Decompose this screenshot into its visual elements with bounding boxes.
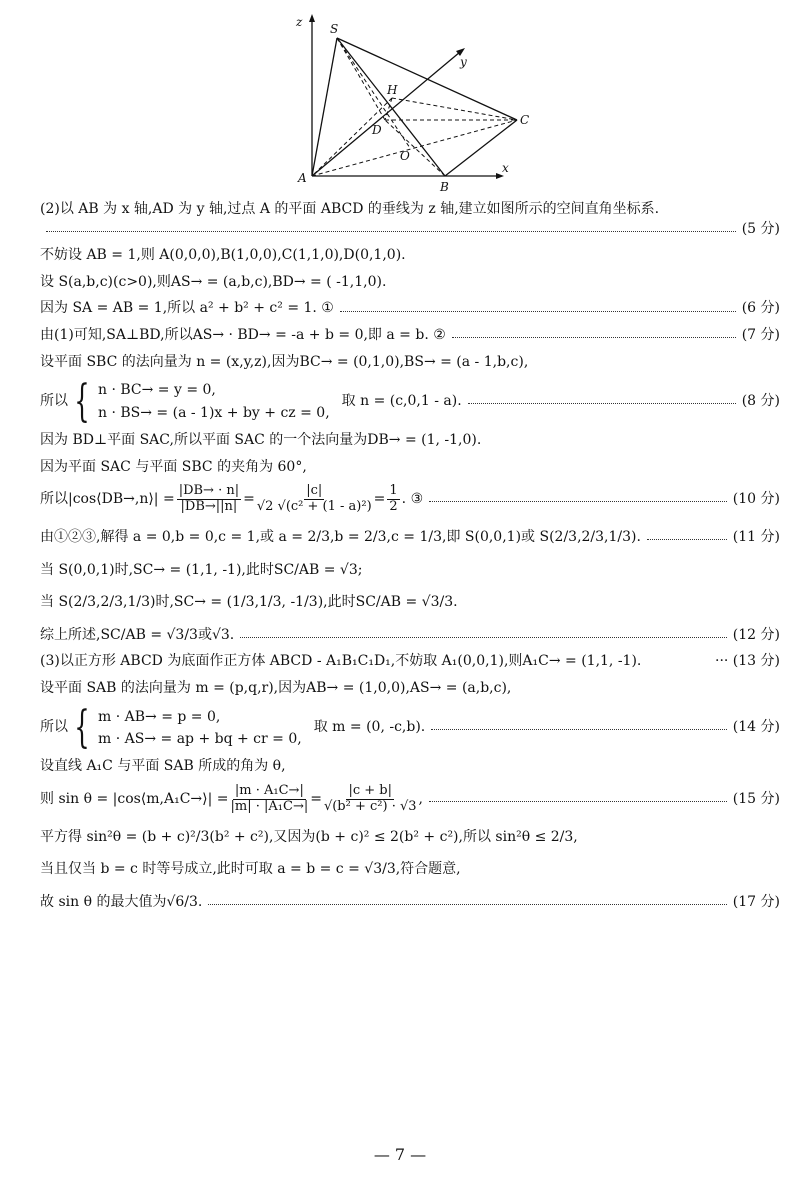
line-6: 设平面 SBC 的法向量为 n = (x,y,z),因为BC→ = (0,1,0),BS→ = (a - 1,b,c), (40, 353, 529, 370)
line-4: 因为 SA = AB = 1,所以 a² + b² + c² = 1. ① (6 分) (40, 300, 780, 317)
page-number: — 7 — (373, 1145, 427, 1164)
line-1-score: (5 分) (40, 220, 780, 240)
line-21: 当且仅当 b = c 时等号成立,此时可取 a = b = c = √3/3,符合题意, (40, 861, 461, 878)
line-20: 平方得 sin²θ = (b + c)²/3(b² + c²),又因为(b + c)² ≤ 2(b² + c²),所以 sin²θ ≤ 2/3, (40, 828, 578, 845)
pyramid-figure (290, 8, 540, 193)
label-a: A (298, 171, 307, 185)
solution-text (40, 200, 780, 913)
label-b: B (440, 180, 449, 193)
line-9: 因为平面 SAC 与平面 SBC 的夹角为 60°, (40, 458, 307, 475)
line-13: 当 S(2/3,2/3,1/3)时,SC→ = (1/3,1/3, -1/3),此时SC/AB = √3/3. (40, 594, 458, 611)
label-x: x (502, 161, 509, 175)
label-c: C (520, 113, 530, 127)
line-5: 由(1)可知,SA⊥BD,所以AS→ · BD→ = -a + b = 0,即 a = b. ② (7 分) (40, 326, 780, 343)
line-11: 由①②③,解得 a = 0,b = 0,c = 1,或 a = 2/3,b = 2/3,c = 1/3,即 S(0,0,1)或 S(2/3,2/3,1/3). (11 分) (40, 529, 780, 545)
label-h: H (387, 83, 398, 97)
line-2: 不妨设 AB = 1,则 A(0,0,0),B(1,0,0),C(1,1,0),D(0,1,0). (40, 247, 406, 264)
line-1: (2)以 AB 为 x 轴,AD 为 y 轴,过点 A 的平面 ABCD 的垂线为 z 轴,建立如图所示的空间直角坐标系. (40, 201, 660, 217)
label-z: z (296, 15, 303, 29)
line-12: 当 S(0,0,1)时,SC→ = (1,1, -1),此时SC/AB = √3; (40, 561, 363, 578)
label-y: y (460, 55, 467, 69)
line-22: 故 sin θ 的最大值为√6/3. (17 分) (40, 894, 780, 910)
line-16: 设平面 SAB 的法向量为 m = (p,q,r),因为AB→ = (1,0,0),AS→ = (a,b,c), (40, 679, 512, 696)
label-o: O (400, 149, 410, 163)
line-14: 综上所述,SC/AB = √3/3或√3. (12 分) (40, 626, 780, 643)
line-10-cos: 所以|cos⟨DB→,n⟩| = $\frac{|DB\to \cdot n|}{|DB\to||n|}$ = $\frac{|c|}{\text{√2 √(c² + (1 - a)²)}}$ = $\frac{1}{2}$ . ③ (10 分) (40, 483, 780, 515)
label-d: D (372, 123, 382, 137)
line-18: 设直线 A₁C 与平面 SAB 所成的角为 θ, (40, 758, 286, 775)
line-15: (3)以正方形 ABCD 为底面作正方体 ABCD - A₁B₁C₁D₁,不妨取 A₁(0,0,1),则A₁C→ = (1,1, -1). ··· (13 分) (40, 653, 780, 670)
label-s: S (330, 22, 339, 36)
line-3: 设 S(a,b,c)(c>0),则AS→ = (a,b,c),BD→ = ( -1,1,0). (40, 273, 387, 290)
line-7-system: 所以 { n · BC→ = y = 0, n · BS→ = (a - 1)x + by + cz = 0, 取 n = (c,0,1 - a). (8 分) (40, 375, 780, 427)
line-17-system: 所以 { m · AB→ = p = 0, m · AS→ = ap + bq + cr = 0, 取 m = (0, -c,b). (14 分) (40, 701, 780, 753)
pyramid-diagram (290, 8, 540, 193)
line-8: 因为 BD⊥平面 SAC,所以平面 SAC 的一个法向量为DB→ = (1, -1,0). (40, 431, 482, 448)
line-19-sin: 则 sin θ = |cos⟨m,A₁C→⟩| = $\frac{\text{|m · A₁C→|}}{\text{|m| · |A₁C→|}}$ = $\frac{|c + b|}{\text{√(b² + c²) · √3}}$ , (15 分) (40, 782, 780, 814)
